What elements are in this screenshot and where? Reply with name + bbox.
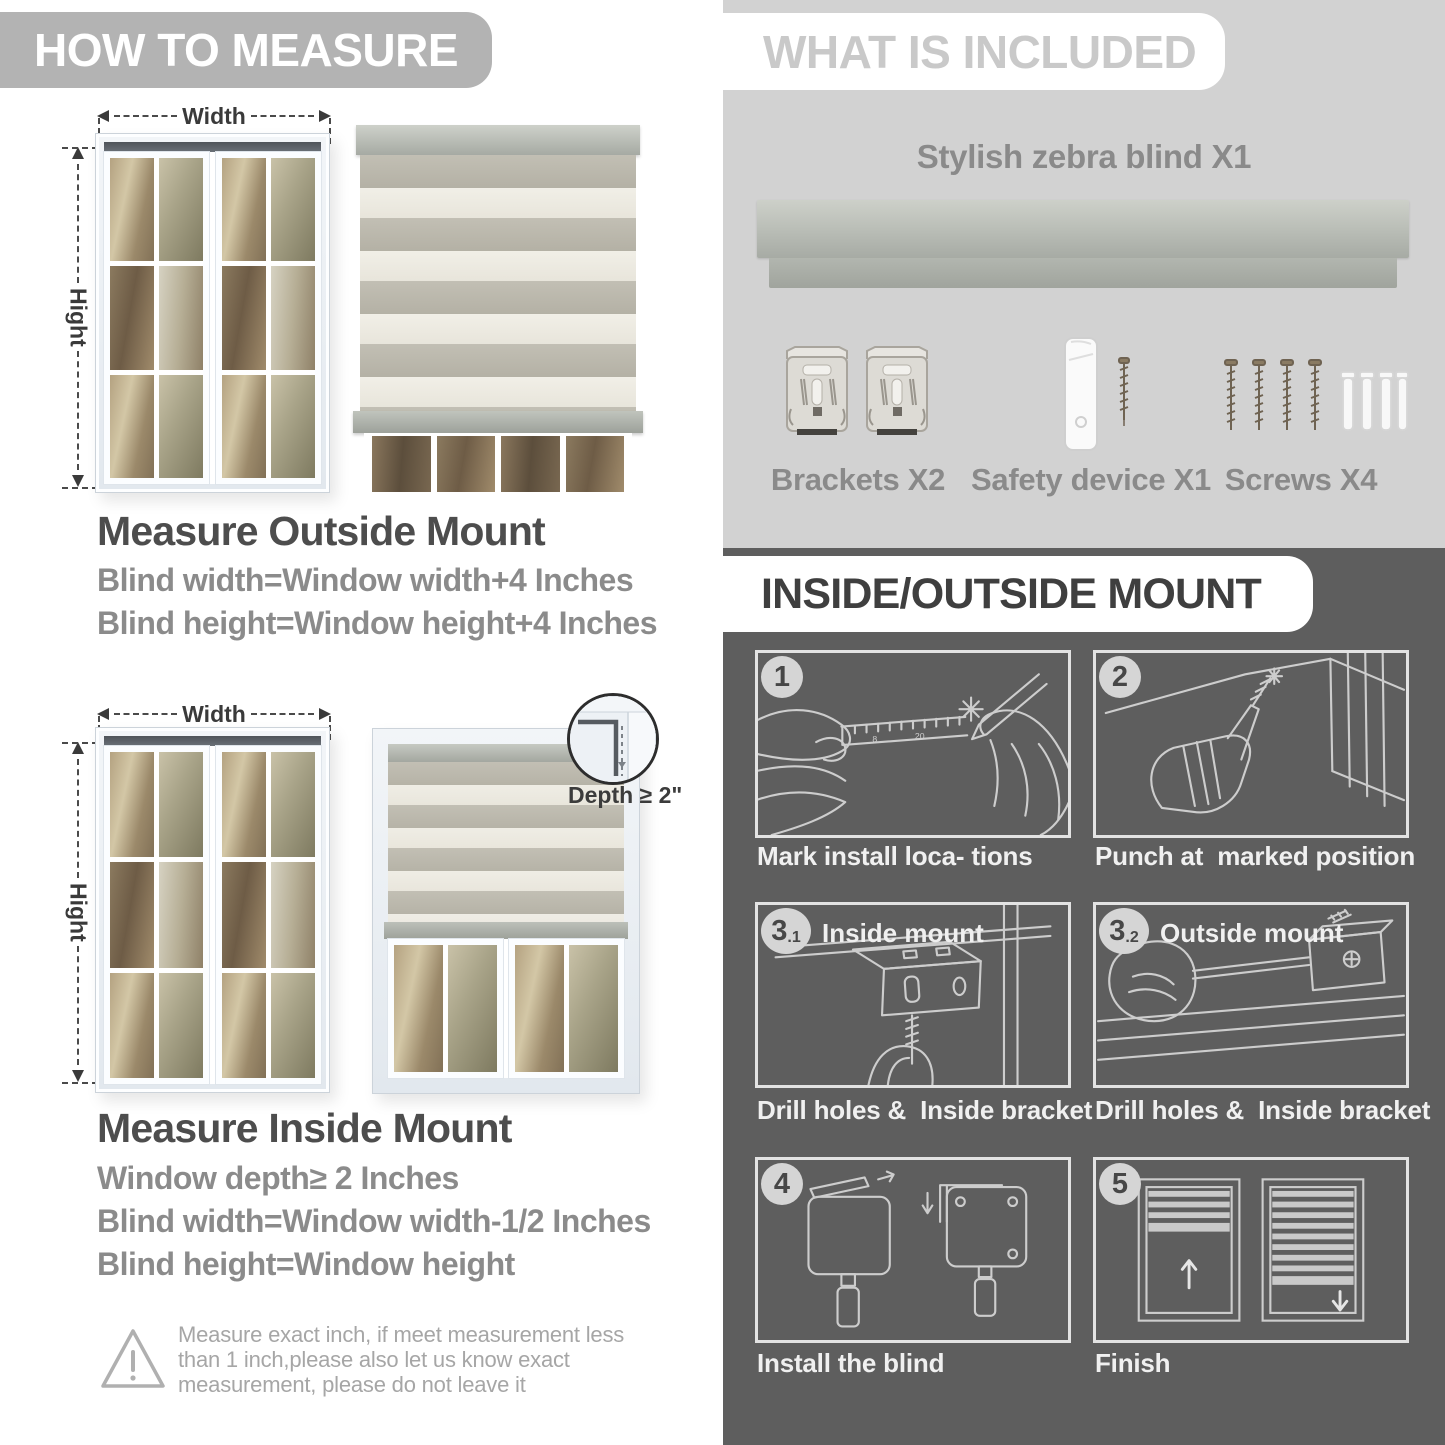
step-title-3-2: Outside mount xyxy=(1160,918,1344,948)
height-arrow-inside xyxy=(65,742,91,1082)
inside-width-formula: Blind width=Window width-1/2 Inches xyxy=(97,1203,651,1239)
product-label: Stylish zebra blind X1 xyxy=(916,138,1252,175)
step-panel-3-2 xyxy=(1093,902,1409,1088)
step-badge-5: 5 xyxy=(1099,1163,1141,1205)
outside-width-formula: Blind width=Window width+4 Inches xyxy=(97,562,634,598)
step-badge-3-2: 3 .2 xyxy=(1099,908,1149,954)
guide-line xyxy=(62,147,98,149)
guide-line xyxy=(62,487,98,489)
window-sash xyxy=(216,746,321,1084)
step-panel-3-1 xyxy=(755,902,1071,1088)
step-badge-3-1: 3 .1 xyxy=(761,908,811,954)
zebra-blind-outside-photo xyxy=(356,125,640,500)
window-pane xyxy=(222,752,266,857)
window-pane xyxy=(222,375,266,478)
finish-illustration xyxy=(1096,1160,1406,1340)
step-panel-5 xyxy=(1093,1157,1409,1343)
window-pane xyxy=(110,266,154,369)
arrow-down-icon xyxy=(72,475,84,487)
guide-line xyxy=(62,1082,98,1084)
window-pane xyxy=(569,945,618,1072)
window-pane xyxy=(110,973,154,1078)
window-pane xyxy=(222,862,266,967)
window-top-shade xyxy=(104,736,321,746)
window-below-blind xyxy=(364,433,632,500)
window-pane xyxy=(271,973,315,1078)
step-caption-2: Punch at marked position xyxy=(1095,841,1416,871)
step-title-3-1: Inside mount xyxy=(822,918,984,948)
window-photo-outside xyxy=(95,133,330,493)
outside-mount-heading: Measure Outside Mount xyxy=(97,508,545,554)
window-pane xyxy=(159,862,203,967)
step-caption-3-1: Drill holes & Inside bracket xyxy=(757,1095,1093,1125)
window-pane xyxy=(110,158,154,261)
window-pane xyxy=(159,973,203,1078)
how-to-measure-banner xyxy=(0,12,492,88)
mount-banner xyxy=(723,556,1313,632)
window-pane xyxy=(437,436,496,492)
depth-label: Depth ≥ 2" xyxy=(568,782,683,808)
install-blind-illustration xyxy=(758,1160,1068,1340)
blind-cassette-image xyxy=(757,200,1409,258)
width-arrow-inside xyxy=(97,701,331,727)
brackets-label: Brackets X2 xyxy=(770,462,946,497)
svg-text:8: 8 xyxy=(872,734,878,745)
window-pane xyxy=(566,436,625,492)
height-label: Hight xyxy=(65,287,92,347)
step-panel-1 xyxy=(755,650,1071,838)
step-caption-5: Finish xyxy=(1095,1348,1171,1378)
mount-instructions-panel xyxy=(723,548,1445,1445)
window-sash xyxy=(104,152,209,484)
window-pane xyxy=(159,375,203,478)
step-badge-4: 4 xyxy=(761,1163,803,1205)
window-pane xyxy=(501,436,560,492)
window-pane xyxy=(222,158,266,261)
step-badge-1: 1 xyxy=(761,656,803,698)
screws-label: Screws X4 xyxy=(1224,462,1378,497)
window-pane xyxy=(159,158,203,261)
drill-ceiling-illustration xyxy=(1096,653,1406,835)
width-label: Width xyxy=(182,700,246,727)
window-pane xyxy=(110,862,154,967)
window-pane xyxy=(222,266,266,369)
window-sash xyxy=(509,939,624,1078)
window-pane xyxy=(372,436,431,492)
what-is-included-title: WHAT IS INCLUDED xyxy=(763,25,1197,78)
width-arrow-outside xyxy=(97,103,331,129)
what-is-included-panel xyxy=(723,0,1445,548)
window-pane xyxy=(159,752,203,857)
brackets-image xyxy=(783,345,933,445)
window-corner-detail xyxy=(570,696,656,782)
step-badge-2: 2 xyxy=(1099,656,1141,698)
inside-depth-rule: Window depth≥ 2 Inches xyxy=(97,1160,459,1196)
blind-stripes xyxy=(360,155,636,411)
window-sash xyxy=(216,152,321,484)
mount-title: INSIDE/OUTSIDE MOUNT xyxy=(761,569,1262,618)
inside-mount-heading: Measure Inside Mount xyxy=(97,1105,512,1151)
depth-detail-circle xyxy=(567,693,659,785)
window-pane xyxy=(110,375,154,478)
window-pane xyxy=(448,945,497,1072)
step-panel-2 xyxy=(1093,650,1409,838)
window-below-blind xyxy=(388,939,624,1078)
window-sash xyxy=(104,746,209,1084)
window-top-shade xyxy=(104,142,321,152)
mark-locations-illustration xyxy=(758,653,1068,835)
width-label: Width xyxy=(182,102,246,129)
window-pane xyxy=(271,266,315,369)
window-pane xyxy=(159,266,203,369)
svg-text:20: 20 xyxy=(914,731,925,742)
window-pane xyxy=(222,973,266,1078)
blind-cassette-lip xyxy=(769,258,1397,288)
what-is-included-banner xyxy=(723,13,1225,90)
outside-height-formula: Blind height=Window height+4 Inches xyxy=(97,605,658,641)
step-caption-4: Install the blind xyxy=(757,1348,945,1378)
height-arrow-outside xyxy=(65,147,91,487)
window-sash xyxy=(388,939,503,1078)
measurement-warning: Measure exact inch, if meet measurement less than 1 inch,please also let us know exact measurement, please do not leave it xyxy=(178,1322,625,1397)
inside-height-formula: Blind height=Window height xyxy=(97,1246,515,1282)
window-pane xyxy=(271,752,315,857)
how-to-measure-title: HOW TO MEASURE xyxy=(34,24,459,76)
step-caption-1: Mark install loca- tions xyxy=(757,841,1033,871)
exclamation-triangle-icon xyxy=(98,1324,168,1396)
blind-bottom-rail xyxy=(384,922,628,939)
step-caption-3-2: Drill holes & Inside bracket xyxy=(1095,1095,1431,1125)
window-pane xyxy=(110,752,154,857)
window-photo-inside xyxy=(95,727,330,1093)
window-pane xyxy=(271,375,315,478)
arrow-down-icon xyxy=(72,1070,84,1082)
screws-image xyxy=(1221,356,1411,448)
guide-line xyxy=(62,742,98,744)
blind-bottom-rail xyxy=(353,411,643,433)
window-pane xyxy=(515,945,564,1072)
window-pane xyxy=(271,158,315,261)
safety-device-label: Safety device X1 xyxy=(971,462,1211,497)
blind-cassette xyxy=(356,125,640,155)
safety-device-image xyxy=(1061,336,1151,454)
window-pane xyxy=(394,945,443,1072)
height-label: Hight xyxy=(65,882,92,942)
window-pane xyxy=(271,862,315,967)
step-panel-4 xyxy=(755,1157,1071,1343)
